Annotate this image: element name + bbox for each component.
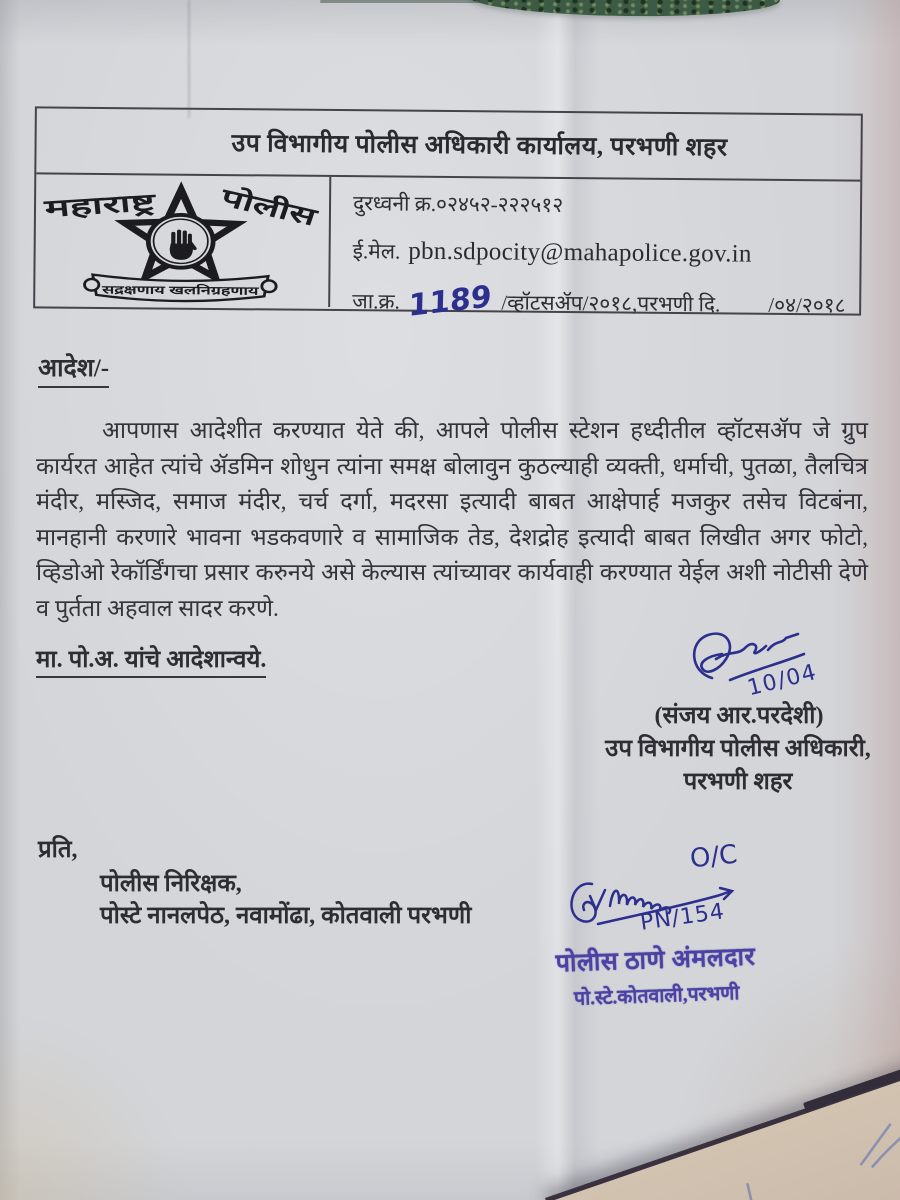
email-row: [353, 237, 860, 269]
letterhead-box: [33, 106, 863, 324]
to-label: प्रति,: [38, 837, 78, 863]
oc-handwritten-note: O/C: [688, 839, 739, 875]
emblem-cell: [35, 174, 331, 307]
email-value: pbn.sdpocity@mahapolice.gov.in: [408, 237, 752, 268]
stamp-line2: पो.स्टे.कोतवाली,परभणी: [573, 983, 740, 1010]
maharashtra-police-emblem-icon: [37, 176, 324, 306]
officer-designation: उप विभागीय पोलीस अधिकारी,: [605, 736, 871, 762]
officer-name: (संजय आर.परदेशी): [654, 703, 824, 729]
emblem-ribbon-motto: सद्रक्षणाय खलनिग्रहणाय: [102, 283, 223, 298]
email-label: ई.मेल.: [352, 239, 401, 264]
faint-handwriting-scribbles: [559, 999, 900, 1200]
order-body-paragraph: आपणास आदेशीत करण्यात येते की, आपले पोलीस स्टेशन हध्दीतील व्हॉटसॲप जे ग्रुप कार्यरत आहेत त्यांचे ॲडमिन शोधुन त्यांना समक्ष बोलावुन कुठल्याही व्यक्ती, धर्माची, पुतळा, तैलचित्र मंदीर, मस्जिद, समाज मंदीर, चर्च दर्गा, मदरसा इत्यादी बाबत आक्षेपार्ह मजकुर तसेच विटबंना, मानहानी करणारे भावना भडकवणारे व सामाजिक तेड, देशद्रोह इत्यादी बाबत लिखीत अगर फोटो, व्हिडोओ रेकॉर्डिंगचा प्रसार करुनये असे केल्यास त्यांच्यावर कार्यवाही करण्यात येईल अशी नोटीसी देणे व पुर्तता अहवाल सादर करणे.: [36, 418, 868, 622]
handwritten-badge-number: PN/154: [638, 899, 727, 936]
outward-prefix: जा.क्र.: [352, 289, 400, 314]
phone-line: दुरध्वनी क्र.०२४५२-२२२५१२: [352, 191, 564, 218]
handwritten-signature-date: 10/04: [745, 659, 820, 702]
recipient-line2: पोस्टे नानलपेठ, नवामोंढा, कोतवाली परभणी: [100, 903, 472, 929]
emblem-right-text: पोलीस: [217, 183, 296, 226]
recipient-line1: पोलीस निरिक्षक,: [100, 871, 242, 897]
emblem-left-text: महाराष्ट्र: [43, 190, 124, 223]
outward-number-row: [352, 279, 859, 324]
by-order-line: मा. पो.अ. यांचे आदेशान्वये.: [36, 642, 266, 678]
outward-suffix: /व्हॉटसॲप/२०१८,परभणी दि.: [501, 290, 721, 317]
order-heading: आदेश/-: [38, 350, 109, 388]
outward-date: /०४/२०१८: [768, 292, 846, 318]
stamp-line1: पोलीस ठाणे अंमलदार: [555, 943, 756, 978]
handwritten-outward-number: 1189: [407, 279, 492, 324]
background-cloth-sliver: [320, 0, 480, 3]
background-cloth-strip: [468, 0, 780, 18]
office-title: उप विभागीय पोलीस अधिकारी कार्यालय, परभणी शहर: [36, 108, 861, 181]
paper-crease: [188, 0, 190, 118]
police-station-stamp: [533, 938, 779, 1012]
officer-place: परभणी शहर: [683, 769, 793, 795]
